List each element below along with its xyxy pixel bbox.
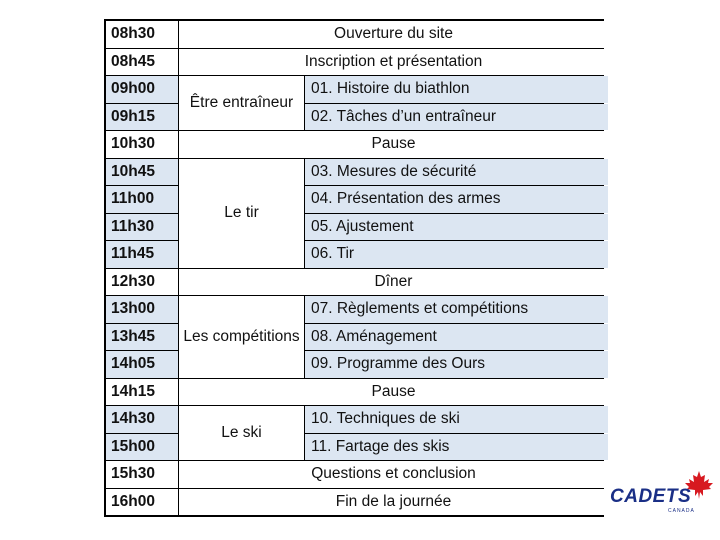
time-cell: 14h05 <box>106 351 178 378</box>
time-cell: 11h00 <box>106 186 178 213</box>
group-cell: Le ski <box>179 406 304 460</box>
time-cell: 10h45 <box>106 159 178 186</box>
time-cell: 09h00 <box>106 76 178 103</box>
time-cell: 13h45 <box>106 324 178 351</box>
time-cell: 14h30 <box>106 406 178 433</box>
session-cell: Pause <box>179 131 608 158</box>
group-cell: Les compétitions <box>179 296 304 378</box>
session-cell: Questions et conclusion <box>179 461 608 488</box>
session-cell: Fin de la journée <box>179 489 608 516</box>
group-cell: Le tir <box>179 159 304 268</box>
session-cell: Ouverture du site <box>179 21 608 48</box>
cadets-canada-logo <box>610 470 716 522</box>
module-cell: 06. Tir <box>305 241 608 268</box>
group-cell: Être entraîneur <box>179 76 304 130</box>
time-cell: 15h00 <box>106 434 178 461</box>
module-cell: 11. Fartage des skis <box>305 434 608 461</box>
time-cell: 16h00 <box>106 489 178 516</box>
time-cell: 08h45 <box>106 49 178 76</box>
session-cell: Dîner <box>179 269 608 296</box>
time-cell: 13h00 <box>106 296 178 323</box>
time-cell: 12h30 <box>106 269 178 296</box>
module-cell: 02. Tâches d’un entraîneur <box>305 104 608 131</box>
time-cell: 14h15 <box>106 379 178 406</box>
module-cell: 03. Mesures de sécurité <box>305 159 608 186</box>
session-cell: Pause <box>179 379 608 406</box>
module-cell: 04. Présentation des armes <box>305 186 608 213</box>
time-cell: 09h15 <box>106 104 178 131</box>
session-cell: Inscription et présentation <box>179 49 608 76</box>
time-cell: 11h45 <box>106 241 178 268</box>
logo-text: CADETS <box>610 486 692 507</box>
time-cell: 10h30 <box>106 131 178 158</box>
logo-subtext: CANADA <box>668 508 695 514</box>
module-cell: 10. Techniques de ski <box>305 406 608 433</box>
module-cell: 05. Ajustement <box>305 214 608 241</box>
module-cell: 01. Histoire du biathlon <box>305 76 608 103</box>
module-cell: 07. Règlements et compétitions <box>305 296 608 323</box>
time-cell: 08h30 <box>106 21 178 48</box>
time-cell: 15h30 <box>106 461 178 488</box>
module-cell: 08. Aménagement <box>305 324 608 351</box>
module-cell: 09. Programme des Ours <box>305 351 608 378</box>
time-cell: 11h30 <box>106 214 178 241</box>
schedule-table <box>104 19 604 517</box>
